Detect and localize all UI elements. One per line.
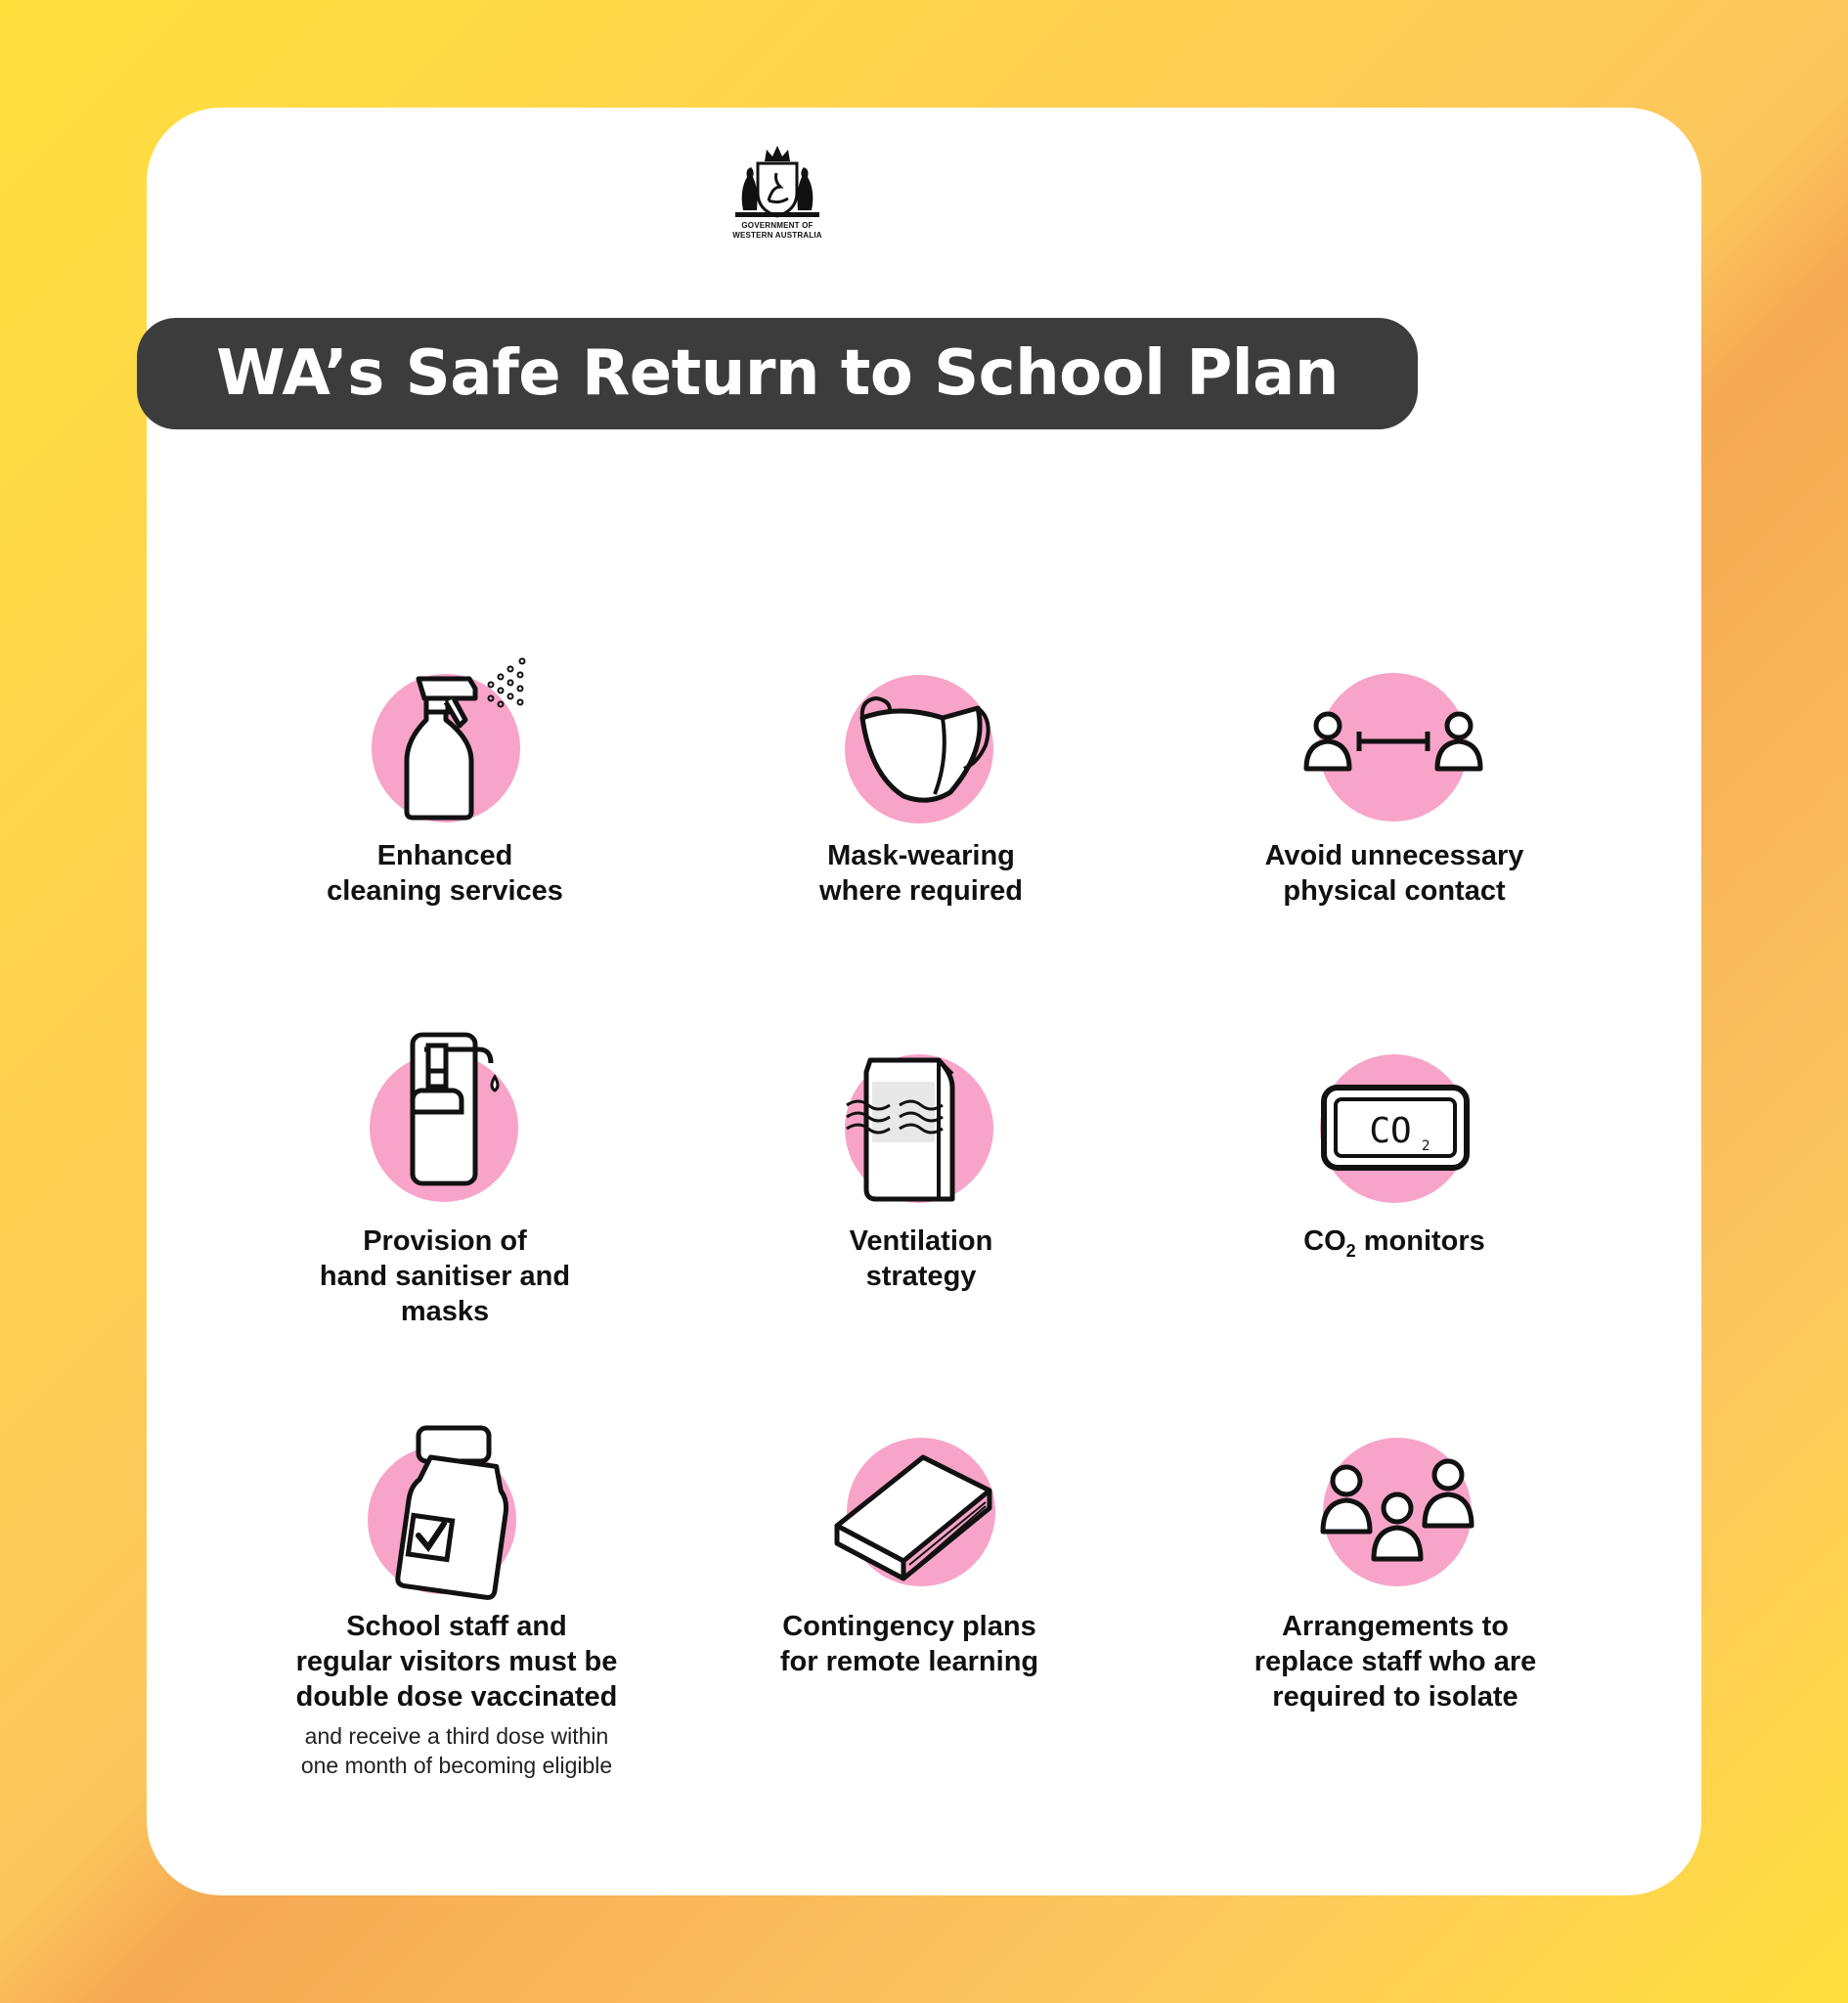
item-label-replace-staff: Arrangements to replace staff who are required to isolate xyxy=(1254,1611,1537,1713)
item-label-mask-wearing: Mask-wearing where required xyxy=(819,840,1023,907)
item-label-remote-learning: Contingency plans for remote learning xyxy=(779,1611,1039,1677)
physical-distance-icon xyxy=(1300,671,1486,827)
crest-caption-line2: WESTERN AUSTRALIA xyxy=(732,231,822,240)
face-mask-icon xyxy=(841,671,997,827)
item-label-sanitiser: Provision of hand sanitiser and masks xyxy=(319,1225,571,1327)
page-title: WA’s Safe Return to School Plan xyxy=(216,337,1339,410)
sanitiser-pump-icon xyxy=(364,1042,520,1208)
spray-bottle-icon xyxy=(364,655,559,822)
item-label-co2-monitors: $CO_2$ monitors xyxy=(1303,1225,1485,1261)
vaccine-vial-icon xyxy=(364,1424,520,1600)
book-icon xyxy=(833,1436,999,1592)
air-purifier-icon xyxy=(841,1054,997,1211)
co2-monitor-icon xyxy=(1320,1054,1476,1211)
co2-display-text: CO xyxy=(1369,1111,1412,1151)
title-banner xyxy=(137,318,1418,429)
item-label-enhanced-cleaning: Enhanced cleaning services xyxy=(327,840,563,907)
item-label-ventilation: Ventilation strategy xyxy=(849,1225,993,1292)
staff-group-icon xyxy=(1315,1436,1481,1592)
wa-government-crest-icon xyxy=(726,142,829,259)
crest-caption xyxy=(704,221,851,241)
co2-display-subscript: 2 xyxy=(1422,1138,1430,1154)
item-label-vaccination: School staff and regular visitors must be double dose vaccinated xyxy=(295,1611,618,1713)
crest-caption-line1: GOVERNMENT OF xyxy=(741,221,814,230)
item-sublabel-third-dose: and receive a third dose within one month of becoming eligible xyxy=(300,1723,613,1778)
item-label-avoid-contact: Avoid unnecessary physical contact xyxy=(1264,840,1524,907)
